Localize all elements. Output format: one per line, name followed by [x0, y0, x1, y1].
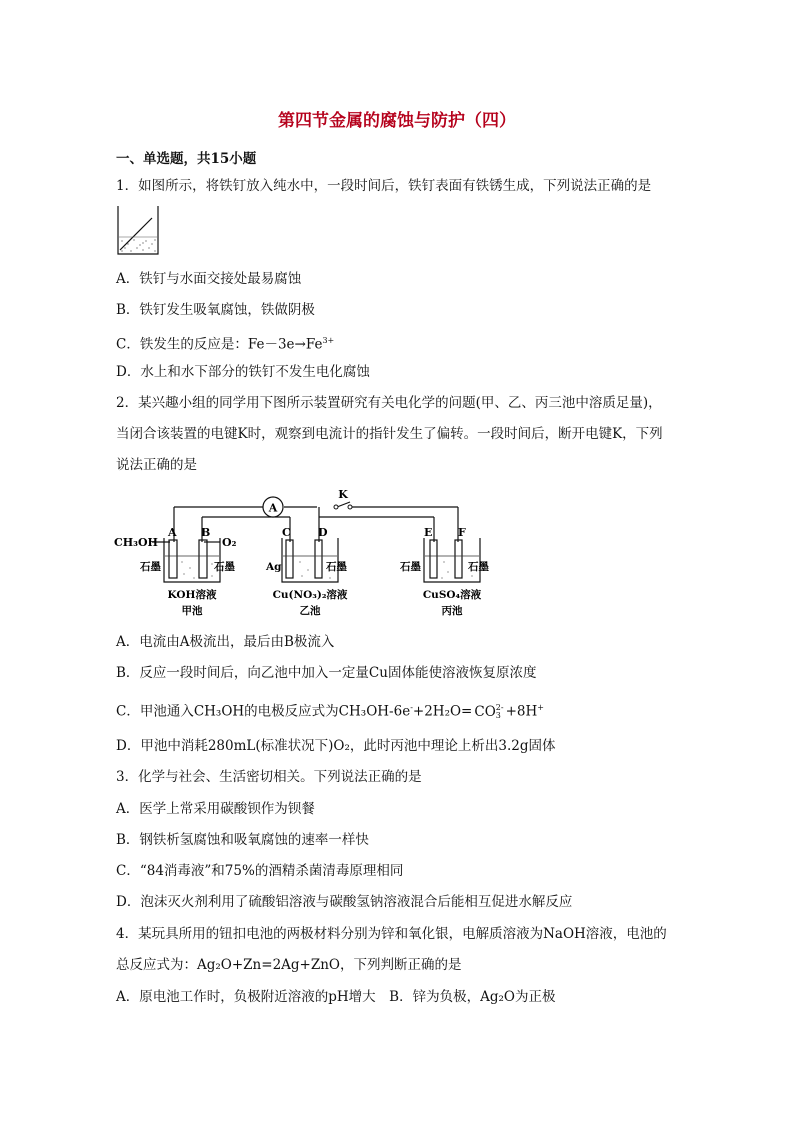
section-heading: 一、单选题，共15小题: [116, 151, 257, 167]
cell2-right-label: 石墨: [326, 561, 347, 573]
q2-option-d: D．甲池中消耗280mL(标准状况下)O₂，此时丙池中理论上析出3.2g固体: [116, 738, 556, 754]
cell2-solution-label: Cu(NO₃)₂溶液: [272, 589, 348, 601]
q2-option-b: B．反应一段时间后，向乙池中加入一定量Cu固体能使溶液恢复原浓度: [116, 665, 537, 681]
q3-option-b: B．钢铁析氢腐蚀和吸氧腐蚀的速率一样快: [116, 832, 369, 848]
cell3-solution-label: CuSO₄溶液: [422, 589, 482, 601]
q4-stem-line2: 总反应式为：Ag₂O+Zn=2Ag+ZnO，下列判断正确的是: [116, 957, 462, 973]
q1-option-c: C．铁发生的反应是：$Fe-3e\to Fe^{3+}$: [116, 336, 335, 353]
electrode-b-label: B: [201, 526, 211, 539]
o2-feed-label: O₂: [222, 536, 237, 549]
page-title: 第四节金属的腐蚀与防护（四）: [278, 111, 516, 131]
q1-stem: 1．如图所示，将铁钉放入纯水中，一段时间后，铁钉表面有铁锈生成，下列说法正确的是: [116, 178, 652, 194]
electrode-a-label: A: [168, 526, 177, 539]
q4-stem-line1: 4．某玩具所用的钮扣电池的两极材料分别为锌和氧化银，电解质溶液为NaOH溶液，电池的: [116, 926, 667, 942]
cell3-left-label: 石墨: [400, 561, 421, 573]
q2-stem-line2: 当闭合该装置的电键K时，观察到电流计的指针发生了偏转。一段时间后，断开电键K，下列: [116, 426, 663, 442]
cell1-left-label: 石墨: [140, 561, 161, 573]
cell1-solution-label: KOH溶液: [167, 589, 217, 601]
electrode-c-label: C: [282, 526, 291, 539]
ammeter-label: A: [268, 501, 278, 515]
q3-stem: 3．化学与社会、生活密切相关。下列说法正确的是: [116, 769, 422, 785]
cell1-right-label: 石墨: [214, 561, 235, 573]
switch-label: K: [338, 490, 348, 501]
q1-option-b: B．铁钉发生吸氧腐蚀，铁做阴极: [116, 302, 315, 318]
q2-figure-electrochemical-cells: [112, 490, 512, 626]
cell2-name-label: 乙池: [299, 605, 321, 617]
q2-stem-line1: 2．某兴趣小组的同学用下图所示装置研究有关电化学的问题(甲、乙、丙三池中溶质足量)，: [116, 395, 662, 411]
electrode-d-label: D: [318, 526, 328, 539]
carbonate-ion: CO 2- 3: [474, 703, 504, 720]
q3-option-d: D．泡沫灭火剂利用了硫酸铝溶液与碳酸氢钠溶液混合后能相互促进水解反应: [116, 894, 573, 910]
cell2-left-label: Ag: [266, 561, 282, 573]
q1-option-d: D．水上和水下部分的铁钉不发生电化腐蚀: [116, 364, 370, 380]
q2-option-c: C．甲池通入CH₃OH的电极反应式为CH₃OH-6e-+2H₂O= CO 2- 3 +8H+: [116, 703, 544, 720]
q4-options-ab: A．原电池工作时，负极附近溶液的pH增大 B．锌为负极，Ag₂O为正极: [116, 989, 556, 1005]
cell3-name-label: 丙池: [441, 605, 463, 617]
q1-option-a: A．铁钉与水面交接处最易腐蚀: [116, 271, 302, 287]
q3-option-a: A．医学上常采用碳酸钡作为钡餐: [116, 801, 315, 817]
q1-figure: [116, 204, 160, 260]
cell1-name-label: 甲池: [181, 605, 203, 617]
cell3-right-label: 石墨: [468, 561, 489, 573]
q3-option-c: C．“84消毒液”和75%的酒精杀菌清毒原理相同: [116, 863, 404, 879]
ch3oh-feed-label: CH₃OH: [114, 536, 158, 549]
q2-stem-line3: 说法正确的是: [116, 457, 197, 473]
q2-option-a: A．电流由A极流出，最后由B极流入: [116, 634, 335, 650]
electrode-e-label: E: [424, 526, 433, 539]
electrode-f-label: F: [458, 526, 466, 539]
